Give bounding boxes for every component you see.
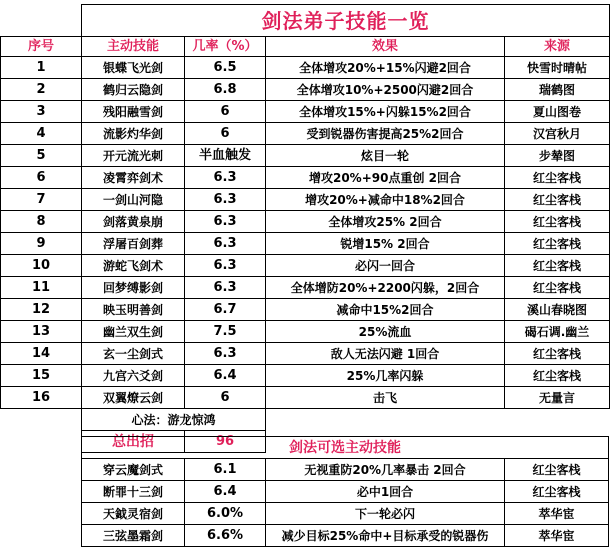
row-effect-cell[interactable]: 全体增攻25% 2回合 [266, 211, 505, 233]
table-row [82, 503, 609, 525]
opt-effect-cell[interactable]: 无视重防20%几率暴击 2回合 [266, 459, 505, 481]
row-index-cell[interactable]: 14 [1, 343, 82, 365]
row-source-cell[interactable]: 红尘客栈 [505, 277, 610, 299]
row-index-cell[interactable]: 4 [1, 123, 82, 145]
row-source-cell[interactable]: 碣石调.幽兰 [505, 321, 610, 343]
row-skill-cell[interactable]: 残阳融雪剑 [82, 101, 185, 123]
row-rate-cell[interactable]: 7.5 [185, 321, 266, 343]
row-rate-cell[interactable]: 6.5 [185, 57, 266, 79]
row-skill-cell[interactable]: 银蝶飞光剑 [82, 57, 185, 79]
table-row [1, 233, 610, 255]
table-row [1, 299, 610, 321]
row-rate-cell[interactable]: 6 [185, 387, 266, 409]
row-source-cell[interactable]: 夏山图卷 [505, 101, 610, 123]
row-source-cell[interactable]: 红尘客栈 [505, 343, 610, 365]
header-index[interactable]: 序号 [1, 37, 82, 57]
opt-effect-cell[interactable]: 减少目标25%命中+目标承受的锐器伤 [266, 525, 505, 547]
row-rate-cell[interactable]: 6.3 [185, 189, 266, 211]
row-skill-cell[interactable]: 幽兰双生剑 [82, 321, 185, 343]
row-rate-cell[interactable]: 6.3 [185, 277, 266, 299]
opt-skill-cell[interactable]: 三弦墨霜剑 [82, 525, 185, 547]
opt-rate-cell[interactable]: 6.4 [185, 481, 266, 503]
header-effect[interactable]: 效果 [266, 37, 505, 57]
table-row [1, 123, 610, 145]
row-index-cell[interactable]: 3 [1, 101, 82, 123]
row-rate-cell[interactable]: 半血触发 [185, 145, 266, 167]
mind-spacer-cell [1, 409, 82, 431]
row-skill-cell[interactable]: 鹤归云隐剑 [82, 79, 185, 101]
row-index-cell[interactable]: 7 [1, 189, 82, 211]
opt-effect-cell[interactable]: 必中1回合 [266, 481, 505, 503]
table-row [1, 101, 610, 123]
row-effect-cell[interactable]: 敌人无法闪避 1回合 [266, 343, 505, 365]
header-row [1, 37, 610, 57]
row-source-cell[interactable]: 红尘客栈 [505, 189, 610, 211]
row-rate-cell[interactable]: 6.4 [185, 365, 266, 387]
table-row [1, 211, 610, 233]
table-row [1, 145, 610, 167]
row-skill-cell[interactable]: 一剑山河隐 [82, 189, 185, 211]
opt-skill-cell[interactable]: 断罪十三剑 [82, 481, 185, 503]
opt-rate-cell[interactable]: 6.0% [185, 503, 266, 525]
table-row [1, 167, 610, 189]
row-source-cell[interactable]: 红尘客栈 [505, 211, 610, 233]
row-source-cell[interactable]: 快雪时晴帖 [505, 57, 610, 79]
skill-rows [1, 57, 610, 409]
opt-source-cell[interactable]: 萃华宦 [505, 525, 609, 547]
row-skill-cell[interactable]: 回梦缚影剑 [82, 277, 185, 299]
row-skill-cell[interactable]: 开元流光刺 [82, 145, 185, 167]
row-index-cell[interactable]: 5 [1, 145, 82, 167]
row-rate-cell[interactable]: 6.7 [185, 299, 266, 321]
table-row [1, 79, 610, 101]
row-rate-cell[interactable]: 6 [185, 101, 266, 123]
opt-source-cell[interactable]: 红尘客栈 [505, 459, 609, 481]
row-index-cell[interactable]: 10 [1, 255, 82, 277]
skills-table [0, 4, 610, 453]
row-source-cell[interactable]: 红尘客栈 [505, 365, 610, 387]
title-spacer-cell [1, 5, 82, 37]
row-skill-cell[interactable]: 凌霄弈剑术 [82, 167, 185, 189]
row-source-cell[interactable]: 溪山春晓图 [505, 299, 610, 321]
row-index-cell[interactable]: 2 [1, 79, 82, 101]
row-rate-cell[interactable]: 6.3 [185, 343, 266, 365]
table-row [1, 277, 610, 299]
row-rate-cell[interactable]: 6.3 [185, 233, 266, 255]
total-value-cell[interactable]: 96 [185, 431, 266, 453]
mind-method-row [1, 409, 610, 431]
row-index-cell[interactable]: 11 [1, 277, 82, 299]
row-effect-cell[interactable]: 击飞 [266, 387, 505, 409]
table-row [1, 57, 610, 79]
table-row [1, 343, 610, 365]
row-effect-cell[interactable]: 全体增攻15%+闪躲15%2回合 [266, 101, 505, 123]
row-effect-cell[interactable]: 必闪一回合 [266, 255, 505, 277]
table-row [1, 189, 610, 211]
row-skill-cell[interactable]: 玄一尘剑式 [82, 343, 185, 365]
row-skill-cell[interactable]: 映玉明善剑 [82, 299, 185, 321]
row-effect-cell[interactable]: 25%几率闪躲 [266, 365, 505, 387]
row-index-cell[interactable]: 9 [1, 233, 82, 255]
row-skill-cell[interactable]: 九宫六爻剑 [82, 365, 185, 387]
opt-effect-cell[interactable]: 下一轮必闪 [266, 503, 505, 525]
row-rate-cell[interactable]: 6.3 [185, 167, 266, 189]
row-index-cell[interactable]: 13 [1, 321, 82, 343]
table-row [82, 525, 609, 547]
row-effect-cell[interactable]: 增攻20%+90点重创 2回合 [266, 167, 505, 189]
row-source-cell[interactable]: 步辇图 [505, 145, 610, 167]
row-rate-cell[interactable]: 6.8 [185, 79, 266, 101]
opt-rate-cell[interactable]: 6.1 [185, 459, 266, 481]
row-source-cell[interactable]: 瑞鹤图 [505, 79, 610, 101]
row-effect-cell[interactable]: 锐增15% 2回合 [266, 233, 505, 255]
opt-rate-cell[interactable]: 6.6% [185, 525, 266, 547]
row-index-cell[interactable]: 12 [1, 299, 82, 321]
header-rate[interactable]: 几率（%） [185, 37, 266, 57]
row-effect-cell[interactable]: 全体增防20%+2200闪躲，2回合 [266, 277, 505, 299]
row-effect-cell[interactable]: 全体增攻20%+15%闪避2回合 [266, 57, 505, 79]
table-title[interactable]: 剑法弟子技能一览 [82, 5, 610, 37]
opt-source-cell[interactable]: 红尘客栈 [505, 481, 609, 503]
row-index-cell[interactable]: 15 [1, 365, 82, 387]
row-skill-cell[interactable]: 浮屠百剑葬 [82, 233, 185, 255]
row-skill-cell[interactable]: 流影灼华剑 [82, 123, 185, 145]
total-spacer-cell [1, 431, 82, 453]
optional-table-title[interactable]: 剑法可选主动技能 [82, 437, 609, 459]
row-source-cell[interactable]: 汉宫秋月 [505, 123, 610, 145]
row-index-cell[interactable]: 6 [1, 167, 82, 189]
row-effect-cell[interactable]: 减命中15%2回合 [266, 299, 505, 321]
header-skill[interactable]: 主动技能 [82, 37, 185, 57]
row-effect-cell[interactable]: 25%流血 [266, 321, 505, 343]
row-skill-cell[interactable]: 游蛇飞剑术 [82, 255, 185, 277]
row-index-cell[interactable]: 1 [1, 57, 82, 79]
table-row [1, 387, 610, 409]
header-source[interactable]: 来源 [505, 37, 610, 57]
row-rate-cell[interactable]: 6.3 [185, 255, 266, 277]
optional-skill-rows [82, 459, 609, 547]
opt-source-cell[interactable]: 萃华宦 [505, 503, 609, 525]
table-row [1, 365, 610, 387]
row-source-cell[interactable]: 红尘客栈 [505, 255, 610, 277]
opt-skill-cell[interactable]: 穿云魔剑式 [82, 459, 185, 481]
row-rate-cell[interactable]: 6 [185, 123, 266, 145]
optional-skills-table [81, 436, 609, 547]
row-source-cell[interactable]: 无量言 [505, 387, 610, 409]
row-index-cell[interactable]: 8 [1, 211, 82, 233]
mind-method-cell[interactable]: 心法：游龙惊鸿 [82, 409, 266, 431]
row-skill-cell[interactable]: 剑落黄泉崩 [82, 211, 185, 233]
row-source-cell[interactable]: 红尘客栈 [505, 167, 610, 189]
row-effect-cell[interactable]: 全体增攻10%+2500闪避2回合 [266, 79, 505, 101]
mind-blank-cell [266, 409, 505, 431]
total-label-cell[interactable]: 总出招 [82, 431, 185, 453]
row-rate-cell[interactable]: 6.3 [185, 211, 266, 233]
row-effect-cell[interactable]: 受到锐器伤害提高25%2回合 [266, 123, 505, 145]
row-effect-cell[interactable]: 炫目一轮 [266, 145, 505, 167]
table-row [1, 321, 610, 343]
row-effect-cell[interactable]: 增攻20%+减命中18%2回合 [266, 189, 505, 211]
row-skill-cell[interactable]: 双翼燎云剑 [82, 387, 185, 409]
table-row [82, 481, 609, 503]
table-row [82, 459, 609, 481]
row-source-cell[interactable]: 红尘客栈 [505, 233, 610, 255]
mind-blank-cell-2 [505, 409, 610, 431]
opt-skill-cell[interactable]: 天鉞灵宿剑 [82, 503, 185, 525]
table-row [1, 255, 610, 277]
row-index-cell[interactable]: 16 [1, 387, 82, 409]
